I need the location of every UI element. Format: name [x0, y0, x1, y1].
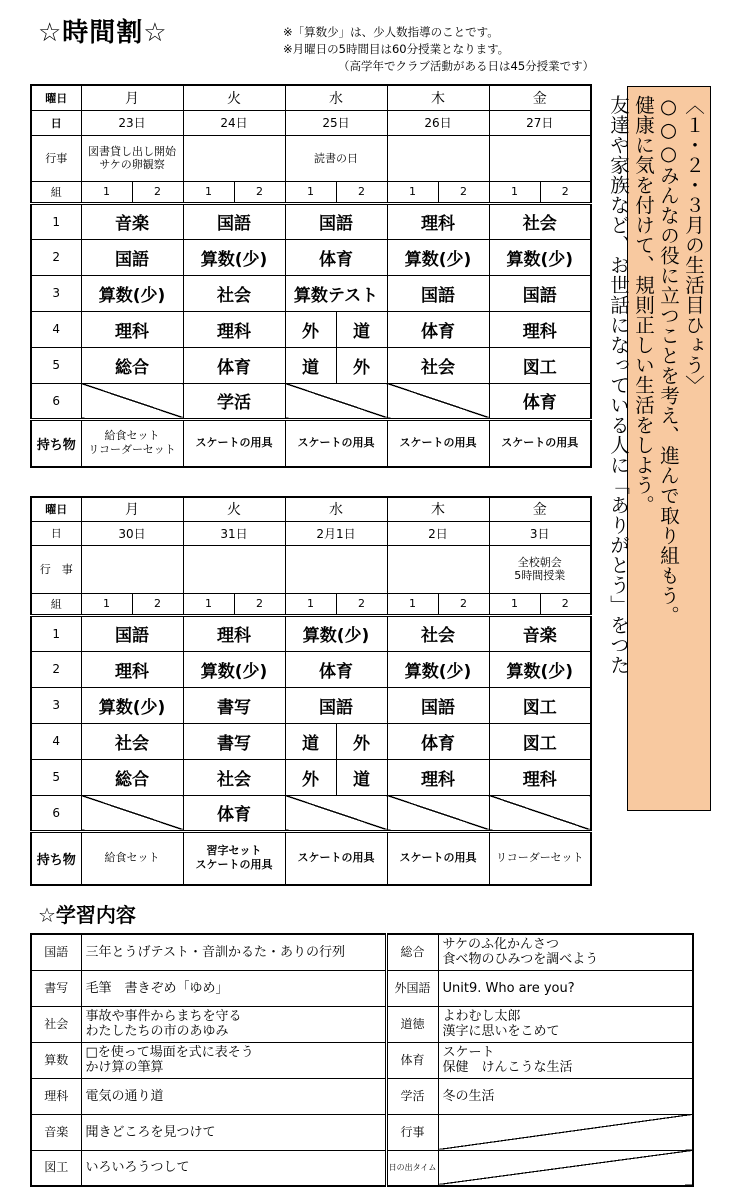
subject-cell: 図工: [489, 723, 591, 759]
note-line: ※月曜日の5時間目は60分授業となります。: [283, 42, 510, 56]
group-number: 2: [540, 181, 591, 203]
group-number: 1: [489, 181, 540, 203]
group-row: [31, 181, 591, 203]
day-tue: 火: [183, 85, 285, 110]
subject-cell: 理科: [183, 615, 285, 651]
subject-cell: 国語: [489, 275, 591, 311]
subject-cell: 体育: [183, 795, 285, 831]
learning-row: [31, 934, 693, 970]
subject-cell-split: 道: [336, 759, 387, 795]
page-title: ☆時間割☆: [38, 18, 168, 48]
learning-row: [31, 1150, 693, 1186]
learning-content: 毛筆 書きぞめ「ゆめ」: [81, 970, 386, 1006]
subject-cell-split: 道: [285, 347, 336, 383]
group-number: 1: [183, 593, 234, 615]
day-fri: 金: [489, 497, 591, 521]
group-number: 1: [285, 181, 336, 203]
subject-cell: 書写: [183, 723, 285, 759]
belongings-cell: スケートの用具: [285, 831, 387, 885]
learning-content: Unit9. Who are you?: [438, 970, 693, 1006]
subject-cell: 社会: [183, 759, 285, 795]
belongings-cell: スケートの用具: [489, 419, 591, 467]
belongings-cell: リコーダーセット: [489, 831, 591, 885]
note-line: （高学年でクラブ活動がある日は45分授業です）: [338, 59, 595, 73]
learning-content: スケート 保健 けんこうな生活: [438, 1042, 693, 1078]
group-number: 1: [183, 181, 234, 203]
belongings-cell: スケートの用具: [285, 419, 387, 467]
subject-cell-split: 外: [285, 311, 336, 347]
learning-row: [31, 970, 693, 1006]
belongings-label: 持ち物: [31, 419, 81, 467]
subject-cell: 社会: [387, 615, 489, 651]
event-cell: 図書貸し出し開始 サケの卵観察: [81, 135, 183, 181]
subject-cell: 音楽: [489, 615, 591, 651]
subject-cell: 国語: [387, 687, 489, 723]
subject-cell: 算数(少): [183, 239, 285, 275]
subject-cell-split: 外: [336, 347, 387, 383]
learning-subject: 図工: [31, 1150, 81, 1186]
period-number: 4: [31, 311, 81, 347]
event-cell: [387, 135, 489, 181]
subject-cell: 国語: [81, 615, 183, 651]
learning-row: [31, 1042, 693, 1078]
weekday-label: 曜日: [31, 85, 81, 110]
learning-subject: 総合: [386, 934, 438, 970]
no-class-cell: [81, 383, 183, 419]
subject-cell: 理科: [387, 203, 489, 239]
group-number: 2: [132, 181, 183, 203]
subject-cell: 音楽: [81, 203, 183, 239]
subject-cell: 理科: [387, 759, 489, 795]
subject-cell: 国語: [183, 203, 285, 239]
belongings-cell: 給食セット リコーダーセット: [81, 419, 183, 467]
date-label: 日: [31, 521, 81, 545]
group-label: 組: [31, 593, 81, 615]
learning-content: よわむし太郎 漢字に思いをこめて: [438, 1006, 693, 1042]
date-label: 日: [31, 110, 81, 135]
group-number: 1: [489, 593, 540, 615]
learning-row: [31, 1006, 693, 1042]
date-cell: 31日: [183, 521, 285, 545]
day-wed: 水: [285, 85, 387, 110]
date-cell: 25日: [285, 110, 387, 135]
note-line: ※「算数少」は、少人数指導のことです。: [283, 25, 499, 39]
subject-cell-split: 外: [336, 723, 387, 759]
subject-cell: 社会: [81, 723, 183, 759]
learning-subject: 外国語: [386, 970, 438, 1006]
day-mon: 月: [81, 497, 183, 521]
period-number: 1: [31, 203, 81, 239]
period-number: 6: [31, 795, 81, 831]
subject-cell: 国語: [387, 275, 489, 311]
event-cell: [285, 545, 387, 593]
date-cell: 24日: [183, 110, 285, 135]
day-tue: 火: [183, 497, 285, 521]
group-number: 1: [387, 593, 438, 615]
learning-row: [31, 1078, 693, 1114]
learning-subject: 体育: [386, 1042, 438, 1078]
event-cell: [489, 135, 591, 181]
subject-cell: 社会: [183, 275, 285, 311]
subject-cell: 算数テスト: [285, 275, 387, 311]
event-cell: [81, 545, 183, 593]
subject-cell: 理科: [489, 311, 591, 347]
monthly-goal-text: 〈１・２・３月の生活目ひょう〉 ○○○みんなの役に立つことを考え、進んで取り組もう。 健康に気を付けて、規則正しい生活をしよう。 友達や家族など、お世話になっている人に「ありがとう」をつた: [607, 95, 705, 675]
event-label: 行 事: [31, 545, 81, 593]
subject-cell: 書写: [183, 687, 285, 723]
group-number: 1: [285, 593, 336, 615]
group-number: 1: [387, 181, 438, 203]
learning-subject: 日の出タイム: [386, 1150, 438, 1186]
subject-cell: 社会: [489, 203, 591, 239]
learning-subject: 理科: [31, 1078, 81, 1114]
event-cell: [387, 545, 489, 593]
group-number: 1: [81, 181, 132, 203]
subject-cell: 国語: [81, 239, 183, 275]
period-number: 5: [31, 759, 81, 795]
subject-cell: 理科: [81, 651, 183, 687]
group-number: 1: [81, 593, 132, 615]
subject-cell: 算数(少): [285, 615, 387, 651]
learning-content: [438, 1150, 693, 1186]
learning-subject: 学活: [386, 1078, 438, 1114]
date-cell: 2月1日: [285, 521, 387, 545]
subject-cell: 体育: [285, 239, 387, 275]
learning-subject: 社会: [31, 1006, 81, 1042]
event-cell: 全校朝会 5時間授業: [489, 545, 591, 593]
learning-table: [30, 933, 694, 1187]
subject-cell: 算数(少): [489, 651, 591, 687]
learning-content: 電気の通り道: [81, 1078, 386, 1114]
event-cell: [183, 545, 285, 593]
learning-content: [438, 1114, 693, 1150]
subject-cell: 社会: [387, 347, 489, 383]
period-number: 4: [31, 723, 81, 759]
belongings-cell: スケートの用具: [387, 419, 489, 467]
learning-row: [31, 1114, 693, 1150]
period-number: 5: [31, 347, 81, 383]
subject-cell: 図工: [489, 687, 591, 723]
period-number: 3: [31, 275, 81, 311]
subject-cell: 算数(少): [183, 651, 285, 687]
subject-cell: 算数(少): [387, 239, 489, 275]
group-number: 2: [336, 181, 387, 203]
date-cell: 23日: [81, 110, 183, 135]
period-number: 2: [31, 239, 81, 275]
event-cell: 読書の日: [285, 135, 387, 181]
subject-cell: 算数(少): [81, 687, 183, 723]
subject-cell: 学活: [183, 383, 285, 419]
belongings-cell: 給食セット: [81, 831, 183, 885]
subject-cell-split: 道: [336, 311, 387, 347]
belongings-cell: スケートの用具: [183, 419, 285, 467]
date-cell: 2日: [387, 521, 489, 545]
weekday-label: 曜日: [31, 497, 81, 521]
learning-subject: 書写: [31, 970, 81, 1006]
subject-cell: 体育: [183, 347, 285, 383]
learning-content: 事故や事件からまちを守る わたしたちの市のあゆみ: [81, 1006, 386, 1042]
learning-content: いろいろうつして: [81, 1150, 386, 1186]
group-number: 2: [438, 181, 489, 203]
period-number: 3: [31, 687, 81, 723]
day-thu: 木: [387, 85, 489, 110]
timetable-week1: [30, 84, 592, 468]
subject-cell: 体育: [285, 651, 387, 687]
no-class-cell: [489, 795, 591, 831]
timetable-week2: [30, 496, 592, 886]
notes: [283, 24, 594, 75]
subject-cell: 国語: [285, 687, 387, 723]
learning-content: 冬の生活: [438, 1078, 693, 1114]
day-thu: 木: [387, 497, 489, 521]
learning-subject: 算数: [31, 1042, 81, 1078]
monthly-goal-box: [607, 86, 711, 811]
group-number: 2: [132, 593, 183, 615]
learning-content: サケのふ化かんさつ 食べ物のひみつを調べよう: [438, 934, 693, 970]
event-label: 行事: [31, 135, 81, 181]
no-class-cell: [81, 795, 183, 831]
learning-content: 聞きどころを見つけて: [81, 1114, 386, 1150]
day-wed: 水: [285, 497, 387, 521]
event-cell: [183, 135, 285, 181]
date-cell: 30日: [81, 521, 183, 545]
no-class-cell: [285, 383, 387, 419]
no-class-cell: [387, 795, 489, 831]
no-class-cell: [387, 383, 489, 419]
subject-cell: 理科: [489, 759, 591, 795]
subject-cell-split: 道: [285, 723, 336, 759]
subject-cell: 体育: [489, 383, 591, 419]
group-number: 2: [234, 593, 285, 615]
learning-content: 三年とうげテスト・音訓かるた・ありの行列: [81, 934, 386, 970]
learning-subject: 国語: [31, 934, 81, 970]
group-label: 組: [31, 181, 81, 203]
day-fri: 金: [489, 85, 591, 110]
group-number: 2: [438, 593, 489, 615]
group-number: 2: [336, 593, 387, 615]
learning-title: ☆学習内容: [38, 903, 136, 927]
day-mon: 月: [81, 85, 183, 110]
date-cell: 27日: [489, 110, 591, 135]
subject-cell: 総合: [81, 759, 183, 795]
group-number: 2: [234, 181, 285, 203]
no-class-cell: [285, 795, 387, 831]
group-row: [31, 593, 591, 615]
subject-cell: 理科: [183, 311, 285, 347]
subject-cell: 国語: [285, 203, 387, 239]
subject-cell: 体育: [387, 311, 489, 347]
date-cell: 26日: [387, 110, 489, 135]
period-number: 6: [31, 383, 81, 419]
period-number: 1: [31, 615, 81, 651]
subject-cell: 算数(少): [387, 651, 489, 687]
learning-subject: 道徳: [386, 1006, 438, 1042]
subject-cell: 総合: [81, 347, 183, 383]
subject-cell: 体育: [387, 723, 489, 759]
learning-content: □を使って場面を式に表そう かけ算の筆算: [81, 1042, 386, 1078]
subject-cell: 算数(少): [81, 275, 183, 311]
group-number: 2: [540, 593, 591, 615]
subject-cell: 算数(少): [489, 239, 591, 275]
subject-cell: 理科: [81, 311, 183, 347]
date-cell: 3日: [489, 521, 591, 545]
subject-cell-split: 外: [285, 759, 336, 795]
subject-cell: 図工: [489, 347, 591, 383]
belongings-cell: スケートの用具: [387, 831, 489, 885]
learning-subject: 行事: [386, 1114, 438, 1150]
period-number: 2: [31, 651, 81, 687]
belongings-label: 持ち物: [31, 831, 81, 885]
learning-subject: 音楽: [31, 1114, 81, 1150]
belongings-cell: 習字セット スケートの用具: [183, 831, 285, 885]
